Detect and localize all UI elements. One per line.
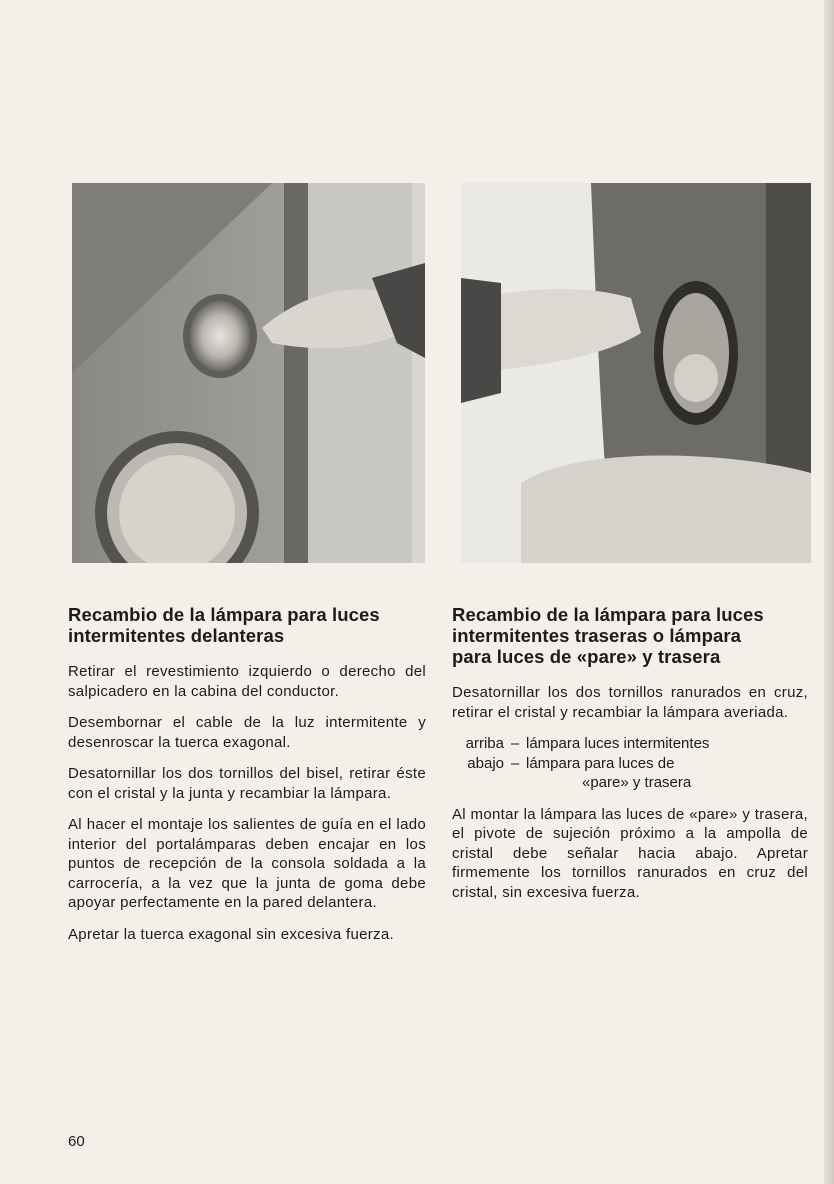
rear-lamp-heading-line3: para luces de «pare» y trasera [452,646,721,667]
list-key-bottom: abajo [467,754,504,772]
rear-lamp-heading-line1: Recambio de la lámpara para luces [452,604,764,625]
rear-lamp-heading [452,604,808,667]
rear-lamp-illustration [461,183,811,563]
lamp-position-list [452,734,808,793]
front-step-2: Desembornar el cable de la luz intermitente y desenroscar la tuerca exagonal. [68,714,426,751]
rear-closing: Al montar la lámpara las luces de «pare» y trasera, el pivote de sujeción próximo a la ampolla de cristal debe señalar hacia abajo. Apretar firmemente los tornillos ranurados en cruz del cristal, sin excesiva fuerza. [452,805,808,901]
rear-lamp-section [452,604,808,914]
front-indicator-illustration [72,183,425,563]
list-key-top: arriba [465,735,504,752]
front-step-5: Apretar la tuerca exagonal sin excesiva fuerza. [68,925,394,943]
front-step-1: Retirar el revestimiento izquierdo o derecho del salpicadero en la cabina del conductor. [68,663,426,700]
front-step-3: Desatornillar los dos tornillos del bisel, retirar éste con el cristal y la junta y recambiar la lámpara. [68,765,426,802]
front-indicator-heading-line2: intermitentes delanteras [68,625,285,646]
list-value-bottom: lámpara para luces de [526,754,675,772]
front-indicator-heading-line1: Recambio de la lámpara para luces [68,604,380,625]
front-indicator-photo [72,183,425,563]
page-edge [824,0,834,1184]
front-indicator-heading [68,604,426,646]
list-item [452,754,808,774]
rear-lamp-photo [461,183,811,563]
list-item [452,734,808,754]
page-number: 60 [68,1133,85,1150]
list-continuation: «pare» y trasera [582,774,692,791]
list-dash: – [510,735,520,752]
list-dash: – [510,754,520,772]
front-step-4: Al hacer el montaje los salientes de guía en el lado interior del portalámparas deben encajar en los puntos de recepción de la consola soldada a la carrocería, a la vez que la junta de goma debe apoyar perfectamente en la pared delantera. [68,816,426,911]
list-value-top: lámpara luces intermitentes [526,735,710,752]
rear-intro: Desatornillar los dos tornillos ranurados en cruz, retirar el cristal y recambiar la lámpara averiada. [452,684,808,721]
front-indicator-section [68,604,426,956]
rear-lamp-heading-line2: intermitentes traseras o lámpara [452,625,742,646]
